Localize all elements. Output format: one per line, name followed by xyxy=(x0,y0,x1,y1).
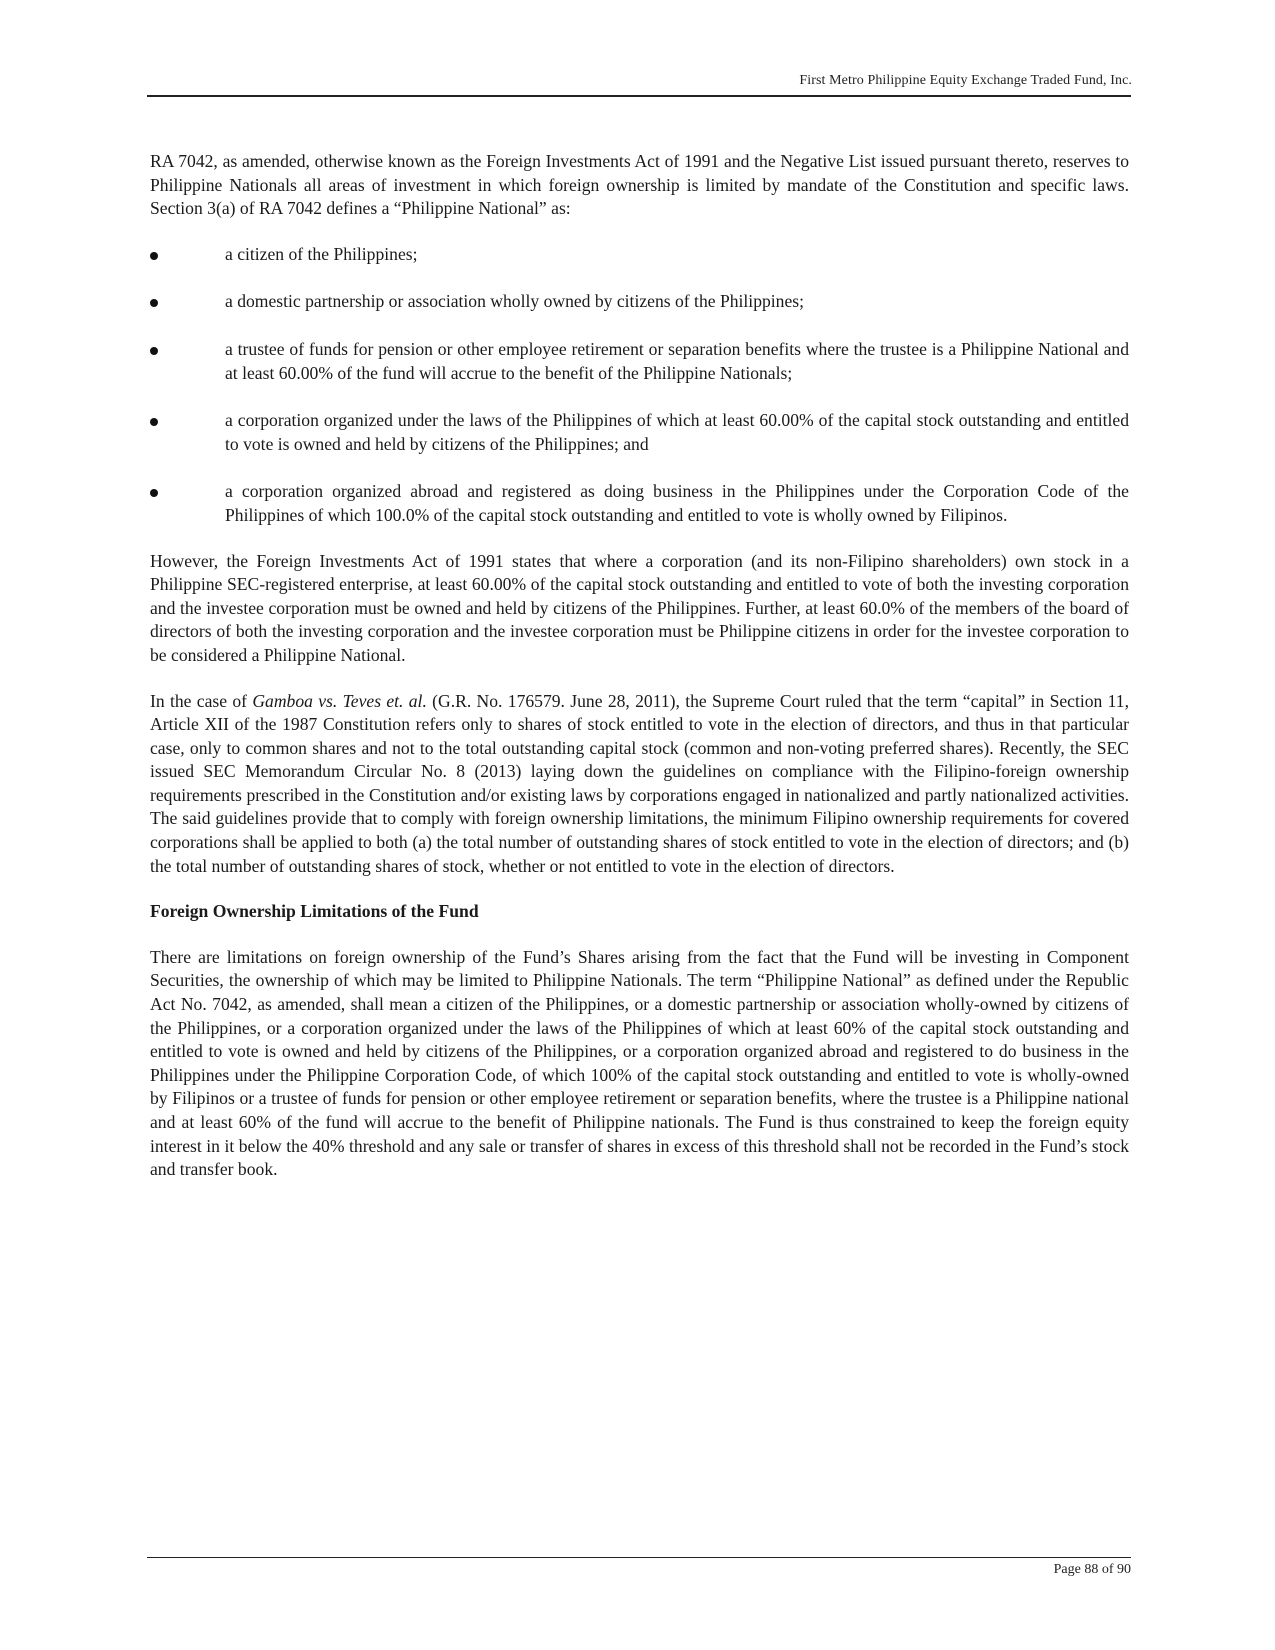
case-citation: Gamboa vs. Teves et. al. xyxy=(252,690,427,711)
page-number: Page 88 of 90 xyxy=(1053,1562,1131,1577)
list-item-text: a corporation organized abroad and registered as doing business in the Philippines under the Corporation Code of the Philippines of which 100.0% of the capital stock outstanding and entitled to vote is wholly owned by Filipinos. xyxy=(225,481,1129,525)
list-item-text: a domestic partnership or association wholly owned by citizens of the Philippines; xyxy=(225,291,805,312)
however-paragraph: However, the Foreign Investments Act of 1991 states that where a corporation (and its non-Filipino shareholders) own stock in a Philippine SEC-registered enterprise, at least 60.00% of the capital stock outstanding and entitled to vote of both the investing corporation and the investee corporation must be owned and held by citizens of the Philippines. Further, at least 60.0% of the members of the board of directors of both the investing corporation and the investee corporation must be Philippine citizens in order for the investee corporation to be considered a Philippine National. xyxy=(150,550,1129,665)
bullet-icon xyxy=(150,299,158,307)
philippine-national-definition-list xyxy=(150,243,1129,528)
header-divider xyxy=(147,95,1131,97)
bullet-icon xyxy=(150,489,158,497)
gamboa-body: (G.R. No. 176579. June 28, 2011), the Supreme Court ruled that the term “capital” in Section 11, Article XII of the 1987 Constitution refers only to shares of stock entitled to vote in the election of directors, and thus in that particular case, only to common shares and not to the total outstanding capital stock (common and non-voting preferred shares). Recently, the SEC issued SEC Memorandum Circular No. 8 (2013) laying down the guidelines on compliance with the Filipino-foreign ownership requirements prescribed in the Constitution and/or existing laws by corporations engaged in nationalized and partly nationalized activities. The said guidelines provide that to comply with foreign ownership limitations, the minimum Filipino ownership requirements for covered corporations shall be applied to both (a) the total number of outstanding shares of stock entitled to vote in the election of directors; and (b) the total number of outstanding shares of stock, whether or not entitled to vote in the election of directors. xyxy=(150,690,1129,876)
list-item-text: a corporation organized under the laws of the Philippines of which at least 60.00% of the capital stock outstanding and entitled to vote is owned and held by citizens of the Philippines; and xyxy=(225,410,1129,454)
list-item xyxy=(150,480,1129,527)
bullet-icon xyxy=(150,418,158,426)
gamboa-prefix: In the case of xyxy=(150,690,253,711)
section-heading: Foreign Ownership Limitations of the Fund xyxy=(150,901,479,922)
list-item-text: a citizen of the Philippines; xyxy=(225,243,418,264)
list-item xyxy=(150,338,1129,385)
intro-paragraph: RA 7042, as amended, otherwise known as the Foreign Investments Act of 1991 and the Negative List issued pursuant thereto, reserves to Philippine Nationals all areas of investment in which foreign ownership is limited by mandate of the Constitution and specific laws. Section 3(a) of RA 7042 defines a “Philippine National” as: xyxy=(150,151,1129,219)
gamboa-case-paragraph xyxy=(150,690,1129,879)
bullet-icon xyxy=(150,347,158,355)
bullet-icon xyxy=(150,252,158,260)
page-body xyxy=(150,150,1129,1182)
list-item-text: a trustee of funds for pension or other employee retirement or separation benefits where the trustee is a Philippine National and at least 60.00% of the fund will accrue to the benefit of the Philippine Nationals; xyxy=(225,338,1129,383)
footer-divider xyxy=(147,1557,1131,1558)
list-item xyxy=(150,290,1129,314)
list-item xyxy=(150,243,1129,267)
running-header: First Metro Philippine Equity Exchange Traded Fund, Inc. xyxy=(799,73,1132,88)
foreign-ownership-paragraph: There are limitations on foreign ownership of the Fund’s Shares arising from the fact that the Fund will be investing in Component Securities, the ownership of which may be limited to Philippine Nationals. The term “Philippine National” as defined under the Republic Act No. 7042, as amended, shall mean a citizen of the Philippines, or a domestic partnership or association wholly-owned by citizens of the Philippines, or a corporation organized under the laws of the Philippines of which at least 60% of the capital stock outstanding and entitled to vote is owned and held by citizens of the Philippines, or a corporation organized abroad and registered to do business in the Philippines under the Philippine Corporation Code, of which 100% of the capital stock outstanding and entitled to vote is wholly-owned by Filipinos or a trustee of funds for pension or other employee retirement or separation benefits, where the trustee is a Philippine national and at least 60% of the fund will accrue to the benefit of Philippine nationals. The Fund is thus constrained to keep the foreign equity interest in it below the 40% threshold and any sale or transfer of shares in excess of this threshold shall not be recorded in the Fund’s stock and transfer book. xyxy=(150,946,1129,1180)
list-item xyxy=(150,409,1129,456)
